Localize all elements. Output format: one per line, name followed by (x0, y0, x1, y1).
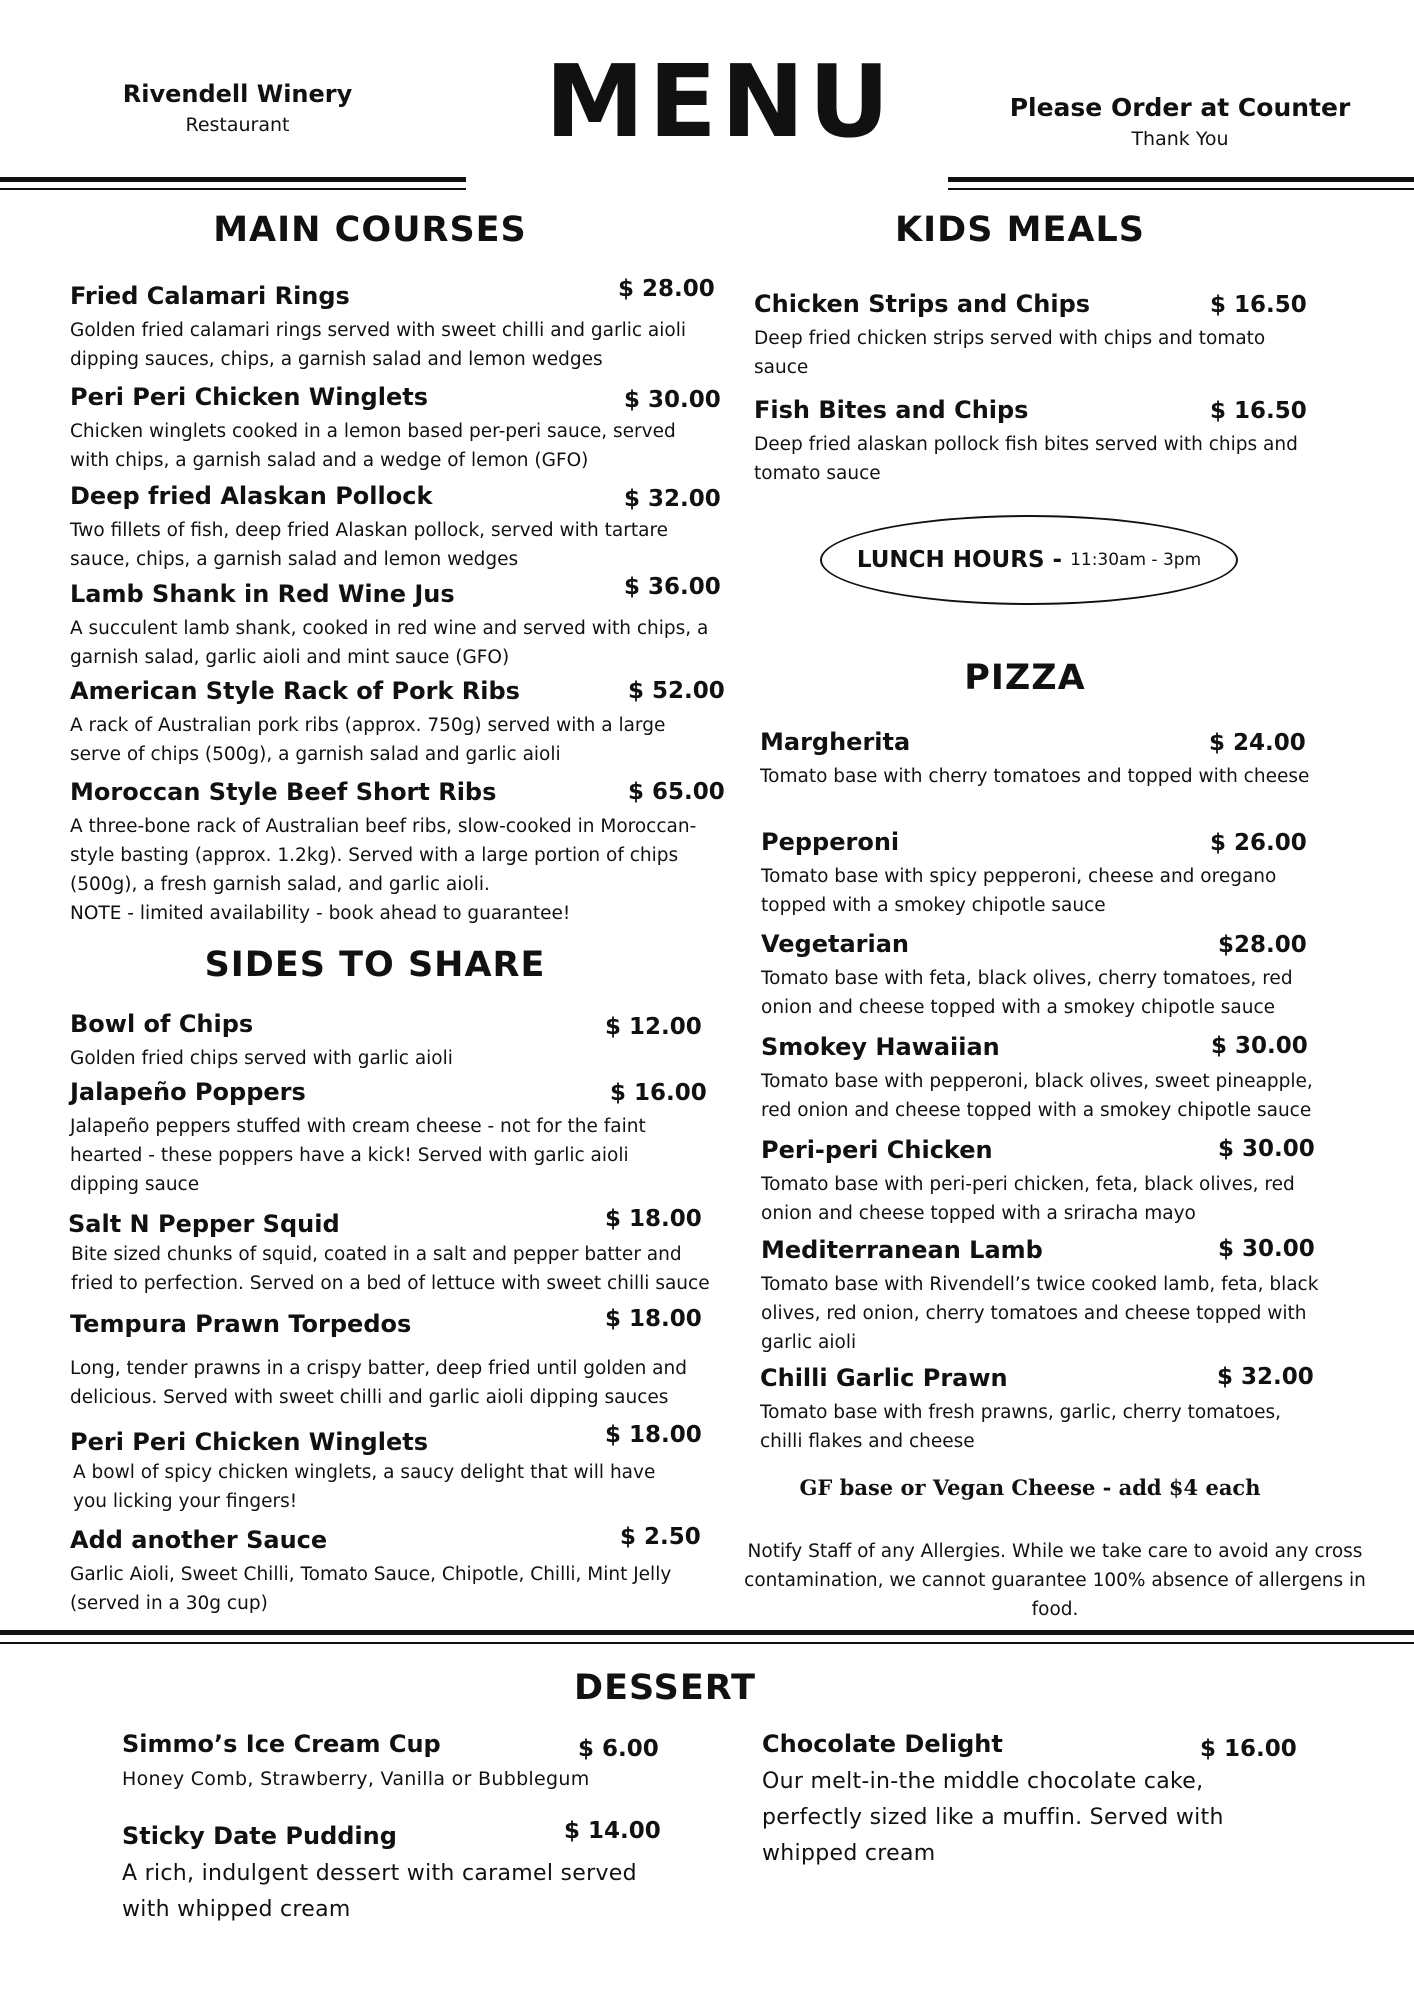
menu-item (70, 574, 721, 672)
main-courses-heading: MAIN COURSES (213, 210, 527, 250)
item-description: Tomato base with feta, black olives, cherry tomatoes, red onion and cheese topped with a smokey chipotle sauce (761, 968, 1293, 1018)
item-name: Chilli Garlic Prawn (760, 1364, 1008, 1392)
header-rule-left-thin (0, 188, 466, 190)
item-name: Moroccan Style Beef Short Ribs (70, 778, 497, 806)
item-description: Golden fried chips served with garlic aioli (70, 1048, 453, 1069)
menu-item (122, 1730, 682, 1794)
item-name: Pepperoni (761, 828, 900, 856)
kids-meals-heading: KIDS MEALS (895, 210, 1145, 250)
item-description: Honey Comb, Strawberry, Vanilla or Bubblegum (122, 1768, 590, 1790)
order-note: Please Order at Counter (1009, 93, 1351, 122)
lunch-hours-label: LUNCH HOURS - (856, 547, 1063, 573)
dessert-heading: DESSERT (574, 1668, 756, 1708)
item-price: $ 32.00 (1217, 1364, 1314, 1390)
item-price: $ 30.00 (624, 387, 721, 413)
pizza-heading: PIZZA (964, 658, 1086, 698)
item-price: $28.00 (1218, 932, 1307, 958)
item-name: Fried Calamari Rings (70, 282, 350, 310)
restaurant-branding (100, 80, 375, 136)
item-price: $ 2.50 (620, 1524, 701, 1550)
item-name: Bowl of Chips (70, 1010, 254, 1038)
menu-item (761, 930, 1321, 1022)
item-name: Chocolate Delight (762, 1730, 1003, 1758)
item-price: $ 36.00 (624, 574, 721, 600)
menu-item (761, 1033, 1321, 1125)
item-name: Smokey Hawaiian (761, 1033, 1000, 1061)
item-description: Tomato base with pepperoni, black olives, sweet pineapple, red onion and cheese topped with a smokey chipotle sauce (761, 1071, 1313, 1121)
menu-item (70, 383, 720, 475)
item-description: Tomato base with Rivendell’s twice cooked lamb, feta, black olives, red onion, cherry tomatoes and cheese topped with garlic aioli (761, 1274, 1319, 1353)
item-description: Deep fried alaskan pollock fish bites served with chips and tomato sauce (754, 434, 1298, 484)
item-price: $ 28.00 (618, 276, 715, 302)
item-name: American Style Rack of Pork Ribs (70, 677, 520, 705)
allergy-note: Notify Staff of any Allergies. While we take care to avoid any cross contamination, we cannot guarantee 100% absence of allergens in food. (744, 1541, 1366, 1620)
menu-item (760, 1364, 1320, 1456)
page-title: MENU (545, 43, 894, 160)
item-name: Sticky Date Pudding (122, 1822, 397, 1850)
header-rule-left-thick (0, 177, 466, 182)
menu-item (70, 677, 725, 769)
order-notice (1000, 93, 1360, 150)
menu-item (70, 778, 725, 928)
item-price: $ 18.00 (605, 1306, 702, 1332)
item-description: A rich, indulgent dessert with caramel served with whipped cream (122, 1861, 637, 1922)
item-price: $ 16.50 (1210, 398, 1307, 424)
gf-vegan-note: GF base or Vegan Cheese - add $4 each (799, 1475, 1261, 1500)
item-name: Peri Peri Chicken Winglets (70, 1428, 428, 1456)
menu-item (70, 482, 720, 574)
item-description: Deep fried chicken strips served with chips and tomato sauce (754, 328, 1266, 378)
item-name: Mediterranean Lamb (761, 1236, 1043, 1264)
item-name: Add another Sauce (70, 1526, 328, 1554)
menu-item (760, 728, 1320, 791)
item-name: Deep fried Alaskan Pollock (70, 482, 433, 510)
dessert-rule-thin (0, 1642, 1414, 1644)
header-rule-right-thick (948, 177, 1414, 182)
menu-item (70, 1422, 702, 1516)
menu-item (762, 1730, 1302, 1872)
item-price: $ 30.00 (1211, 1033, 1308, 1059)
item-price: $ 16.00 (1200, 1736, 1297, 1762)
item-description: A succulent lamb shank, cooked in red wine and served with chips, a garnish salad, garlic aioli and mint sauce (GFO) (70, 618, 709, 668)
menu-item (70, 1010, 720, 1073)
item-price: $ 30.00 (1218, 1136, 1315, 1162)
item-name: Lamb Shank in Red Wine Jus (70, 580, 455, 608)
menu-item (122, 1818, 662, 1928)
menu-item (761, 1236, 1321, 1357)
dessert-rule-thick (0, 1630, 1414, 1635)
item-name: Peri Peri Chicken Winglets (70, 383, 428, 411)
item-description: A rack of Australian pork ribs (approx. 750g) served with a large serve of chips (500g), a garnish salad and garlic aioli (70, 715, 666, 765)
item-name: Fish Bites and Chips (754, 396, 1029, 424)
item-description: Tomato base with cherry tomatoes and topped with cheese (760, 766, 1310, 787)
thanks-note: Thank You (1131, 128, 1229, 150)
item-price: $ 52.00 (628, 678, 725, 704)
item-price: $ 18.00 (605, 1422, 702, 1448)
item-price: $ 16.00 (610, 1080, 707, 1106)
item-price: $ 30.00 (1218, 1236, 1315, 1262)
item-description: Tomato base with peri-peri chicken, feta, black olives, red onion and cheese topped with a sriracha mayo (761, 1174, 1295, 1224)
item-description: Tomato base with fresh prawns, garlic, cherry tomatoes, chilli flakes and cheese (760, 1402, 1281, 1452)
item-description: A three-bone rack of Australian beef ribs, slow-cooked in Moroccan-style basting (approx. 1.2kg). Served with a large portion of chips (500g), a fresh garnish salad, and garlic aioli. (70, 816, 697, 895)
item-description: Chicken winglets cooked in a lemon based per-peri sauce, served with chips, a garnish salad and a wedge of lemon (GFO) (70, 421, 676, 471)
item-description: Long, tender prawns in a crispy batter, deep fried until golden and delicious. Served with sweet chilli and garlic aioli dipping sauces (70, 1358, 687, 1408)
item-name: Simmo’s Ice Cream Cup (122, 1730, 441, 1758)
menu-item (754, 290, 1314, 382)
menu-item (754, 396, 1314, 488)
item-price: $ 32.00 (624, 486, 721, 512)
restaurant-subtitle: Restaurant (185, 114, 290, 136)
item-name: Margherita (760, 728, 911, 756)
menu-item (68, 1206, 720, 1298)
item-description: Jalapeño peppers stuffed with cream cheese - not for the faint hearted - these poppers have a kick! Served with garlic aioli dipping sauce (70, 1116, 646, 1195)
sides-heading: SIDES TO SHARE (204, 945, 546, 985)
lunch-hours-badge (820, 515, 1238, 605)
item-name: Peri-peri Chicken (761, 1136, 993, 1164)
menu-item (70, 1526, 720, 1618)
item-description: Golden fried calamari rings served with sweet chilli and garlic aioli dipping sauces, chips, a garnish salad and lemon wedges (70, 320, 686, 370)
item-description: Our melt-in-the middle chocolate cake, perfectly sized like a muffin. Served with whipped cream (762, 1769, 1224, 1866)
item-name: Tempura Prawn Torpedos (70, 1310, 412, 1338)
item-description: Bite sized chunks of squid, coated in a salt and pepper batter and fried to perfection. Served on a bed of lettuce with sweet chilli sauce (71, 1244, 710, 1294)
item-price: $ 6.00 (578, 1736, 659, 1762)
item-price: $ 24.00 (1209, 730, 1306, 756)
menu-item (70, 1078, 707, 1199)
restaurant-name: Rivendell Winery (122, 80, 353, 108)
item-note: NOTE - limited availability - book ahead to guarantee! (70, 903, 571, 924)
item-price: $ 12.00 (605, 1014, 702, 1040)
menu-item (70, 1306, 720, 1412)
item-name: Jalapeño Poppers (70, 1078, 306, 1106)
item-price: $ 14.00 (564, 1818, 661, 1844)
item-price: $ 16.50 (1210, 292, 1307, 318)
item-name: Salt N Pepper Squid (68, 1210, 340, 1238)
lunch-hours-time: 11:30am - 3pm (1070, 550, 1202, 570)
item-name: Vegetarian (761, 930, 910, 958)
item-description: Two fillets of fish, deep fried Alaskan pollock, served with tartare sauce, chips, a garnish salad and lemon wedges (70, 520, 669, 570)
menu-item (70, 276, 720, 374)
menu-item (761, 828, 1321, 920)
item-price: $ 26.00 (1210, 830, 1307, 856)
item-description: Tomato base with spicy pepperoni, cheese and oregano topped with a smokey chipotle sauce (761, 866, 1277, 916)
item-description: Garlic Aioli, Sweet Chilli, Tomato Sauce, Chipotle, Chilli, Mint Jelly (served in a 30g cup) (70, 1564, 672, 1614)
menu-item (761, 1136, 1321, 1228)
item-description: A bowl of spicy chicken winglets, a saucy delight that will have you licking your fingers! (73, 1462, 656, 1512)
header-rule-right-thin (948, 188, 1414, 190)
item-name: Chicken Strips and Chips (754, 290, 1091, 318)
item-price: $ 65.00 (628, 779, 725, 805)
item-price: $ 18.00 (605, 1206, 702, 1232)
